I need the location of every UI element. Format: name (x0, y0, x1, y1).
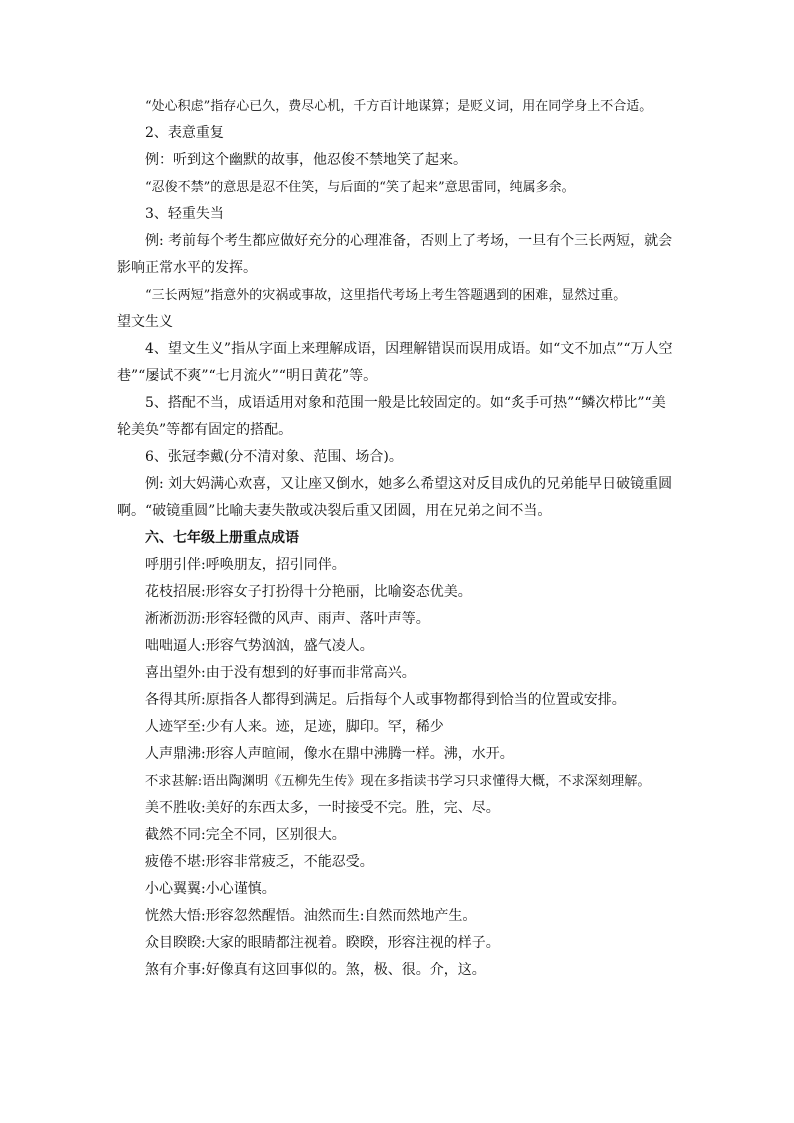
item4-paragraph: 4、望文生义”指从字面上来理解成语，因理解错误而误用成语。如“文不加点”“万人空巷”“屡试不爽”“七月流火”“明日黄花”等。 (117, 341, 673, 384)
item2-note: “忍俊不禁”的意思是忍不住笑，与后面的“笑了起来”意思雷同，纯属多余。 (145, 180, 575, 195)
idiom-entry: 花枝招展:形容女子打扮得十分艳丽，比喻姿态优美。 (145, 584, 472, 600)
item3-example: 例: 考前每个考生都应做好充分的心理准备，否则上了考场，一旦有个三长两短，就会影响正常水平的发挥。 (117, 233, 673, 276)
item3-note: “三长两短”指意外的灾祸或事故，这里指代考场上考生答题遇到的困难，显然过重。 (145, 288, 627, 303)
idiom-entry: 煞有介事:好像真有这回事似的。煞，极、很。介，这。 (145, 962, 486, 978)
idiom-entry: 不求甚解:语出陶渊明《五柳先生传》现在多指读书学习只求懂得大概，不求深刻理解。 (145, 774, 651, 789)
idiom-entry: 众目睽睽:大家的眼睛都注视着。睽睽，形容注视的样子。 (145, 935, 500, 951)
item6-title: 6、张冠李戴(分不清对象、范围、场合)。 (145, 449, 403, 465)
item3-title: 3、轻重失当 (145, 206, 224, 222)
idiom-entry: 截然不同:完全不同，区别很大。 (145, 827, 346, 843)
idiom-entry: 呼朋引伴:呼唤朋友，招引同伴。 (145, 557, 346, 573)
idiom-entry: 咄咄逼人:形容气势汹汹，盛气凌人。 (145, 638, 374, 654)
idiom-entry: 美不胜收:美好的东西太多，一时接受不完。胜，完、尽。 (145, 800, 500, 816)
item3-tail: 望文生义 (117, 314, 173, 330)
item6-example: 例: 刘大妈满心欢喜，又让座又倒水，她多么希望这对反目成仇的兄弟能早日破镜重圆啊。“破镜重圆”比喻夫妻失散或决裂后重又团圆，用在兄弟之间不当。 (117, 476, 673, 519)
idiom-entry: 喜出望外:由于没有想到的好事而非常高兴。 (145, 665, 416, 681)
item2-example: 例：听到这个幽默的故事，他忍俊不禁地笑了起来。 (145, 152, 467, 168)
idiom-entry: 各得其所:原指各人都得到满足。后指每个人或事物都得到恰当的位置或安排。 (145, 692, 626, 708)
section-heading: 六、七年级上册重点成语 (145, 530, 299, 546)
idiom-entry: 淅淅沥沥:形容轻微的风声、雨声、落叶声等。 (145, 611, 430, 627)
document-content (117, 93, 677, 984)
idiom-entry: 恍然大悟:形容忽然醒悟。油然而生:自然而然地产生。 (145, 908, 477, 924)
idiom-entry: 人迹罕至:少有人来。迹，足迹，脚印。罕，稀少 (145, 719, 444, 735)
idiom-entry: 小心翼翼:小心谨慎。 (145, 881, 276, 897)
paragraph-chuxinjilv: “处心积虑”指存心已久，费尽心机，千方百计地谋算；是贬义词，用在同学身上不合适。 (145, 99, 653, 114)
item2-title: 2、表意重复 (145, 125, 224, 141)
item5-paragraph: 5、搭配不当，成语适用对象和范围一般是比较固定的。如“炙手可热”“鳞次栉比”“美轮美奂”等都有固定的搭配。 (117, 395, 666, 438)
idiom-entry: 疲倦不堪:形容非常疲乏，不能忍受。 (145, 854, 374, 870)
idiom-entry: 人声鼎沸:形容人声暄闹，像水在鼎中沸腾一样。沸，水开。 (145, 746, 514, 762)
